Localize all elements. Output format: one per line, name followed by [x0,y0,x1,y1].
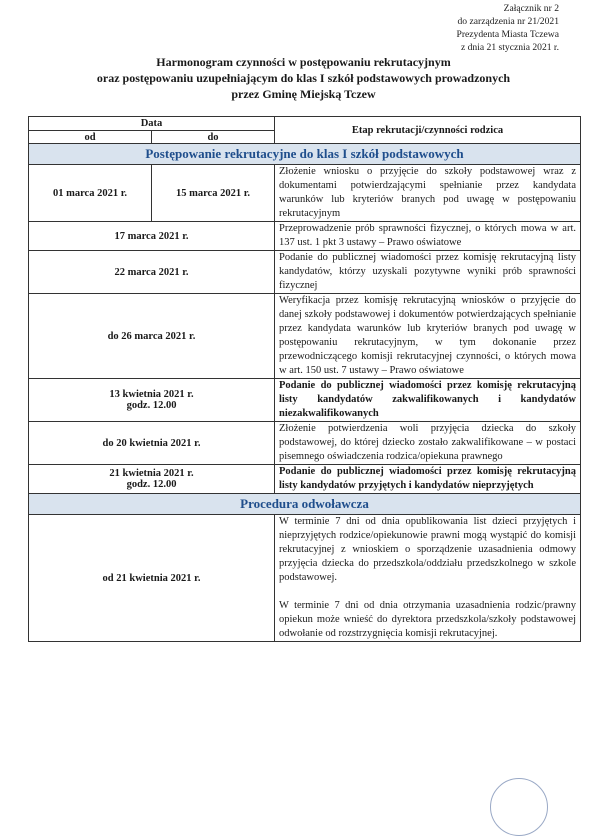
table-row [29,165,581,222]
title-line: Harmonogram czynności w postępowaniu rekrutacyjnym [156,55,451,69]
header-stage: Etap rekrutacji/czynności rodzica [275,117,581,144]
title-line: oraz postępowaniu uzupełniającym do klas I szkół podstawowych prowadzonych [96,71,511,85]
header-from: od [29,131,152,144]
header-row [29,117,581,131]
date-cell [29,465,275,494]
title-line: przez Gminę Miejską Tczew [231,87,376,101]
stamp-circle [490,778,548,836]
attachment-line: do zarządzenia nr 21/2021 [457,16,559,27]
table-row [29,422,581,465]
stage-description: Złożenie potwierdzenia woli przyjęcia dziecka do szkoły podstawowej, do której dziecko zostało zakwalifikowane – w postaci pisemnego oświadczenia rodzica/opiekuna prawnego [275,422,581,465]
date-from: 01 marca 2021 r. [29,165,152,222]
date-cell: 17 marca 2021 r. [29,222,275,251]
section-title: Postępowanie rekrutacyjne do klas I szkół podstawowych [29,144,581,165]
time-text: godz. 12.00 [126,479,177,490]
stage-description: Weryfikacja przez komisję rekrutacyjną wniosków o przyjęcie do danej szkoły podstawowej i dokumentów potwierdzających spełnianie przez kandydata warunków lub kryteriów branych pod uwagę w postępowaniu rekrutacyjnym, w tym dokonanie przez przewodniczącego komisji rekrutacyjnej czynności, o których mowa w art. 150 ust. 7 ustawy – Prawo oświatowe [275,294,581,379]
stage-description: Podanie do publicznej wiadomości przez komisję rekrutacyjną listy kandydatów zakwalifikowanych i kandydatów niezakwalifikowanych [275,379,581,422]
table-row [29,379,581,422]
table-row [29,465,581,494]
schedule-table [28,116,581,642]
section-row [29,494,581,515]
date-cell: do 20 kwietnia 2021 r. [29,422,275,465]
table-row [29,251,581,294]
date-cell: do 26 marca 2021 r. [29,294,275,379]
date-cell [29,379,275,422]
appeal-paragraph: W terminie 7 dni od dnia otrzymania uzasadnienia rodzic/prawny opiekun może wnieść do dyrektora przedszkola/szkoły podstawowej odwołanie od rozstrzygnięcia komisji rekrutacyjnej. [279,600,576,639]
attachment-note [456,2,559,54]
stage-description: Złożenie wniosku o przyjęcie do szkoły podstawowej wraz z dokumentami potwierdzającymi spełnianie przez kandydata warunków lub kryteriów branych pod uwagę w postępowaniu rekrutacyjnym [275,165,581,222]
stage-description: Podanie do publicznej wiadomości przez komisję rekrutacyjną listy kandydatów, którzy uzyskali pozytywne wyniki prób sprawności fizycznej [275,251,581,294]
date-cell: od 21 kwietnia 2021 r. [29,515,275,642]
attachment-line: Prezydenta Miasta Tczewa [456,29,559,40]
table-row [29,515,581,642]
time-text: godz. 12.00 [126,400,177,411]
date-to: 15 marca 2021 r. [152,165,275,222]
document-title [0,54,607,102]
stage-description: Przeprowadzenie prób sprawności fizycznej, o których mowa w art. 137 ust. 1 pkt 3 ustawy – Prawo oświatowe [275,222,581,251]
stage-description [275,515,581,642]
date-text: 13 kwietnia 2021 r. [109,389,194,400]
section-title: Procedura odwoławcza [29,494,581,515]
header-date: Data [29,117,275,131]
attachment-line: Załącznik nr 2 [503,3,559,14]
table-row [29,222,581,251]
section-row [29,144,581,165]
appeal-paragraph: W terminie 7 dni od dnia opublikowania list dzieci przyjętych i nieprzyjętych rodzice/opiekunowie prawni mogą wystąpić do komisji rekrutacyjnej z wnioskiem o sporządzenie uzasadnienia odmowy przyjęcia dziecka do przedszkola/oddziału przedszkolnego w szkole podstawowej. [279,516,576,583]
date-cell: 22 marca 2021 r. [29,251,275,294]
header-to: do [152,131,275,144]
attachment-line: z dnia 21 stycznia 2021 r. [460,42,559,53]
date-text: 21 kwietnia 2021 r. [109,468,194,479]
stage-description: Podanie do publicznej wiadomości przez komisję rekrutacyjną listy kandydatów przyjętych i kandydatów nieprzyjętych [275,465,581,494]
table-row [29,294,581,379]
